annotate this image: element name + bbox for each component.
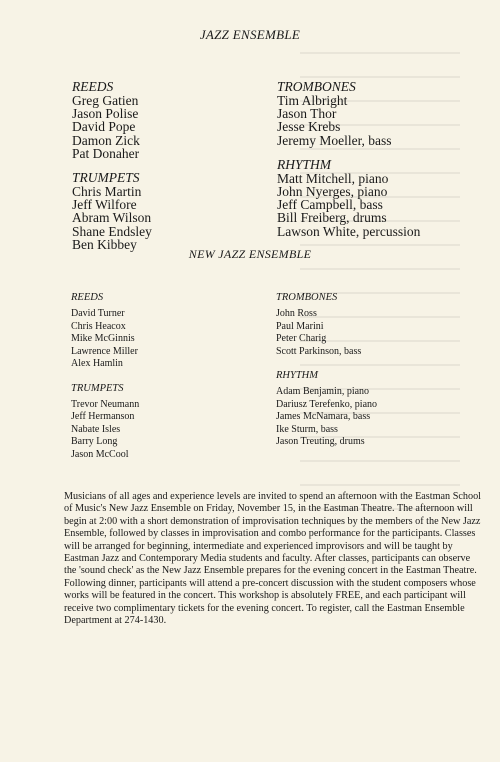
- member-name: Matt Mitchell, piano: [277, 170, 389, 186]
- member-name: Scott Parkinson, bass: [276, 345, 362, 357]
- member-name: Jason Polise: [72, 106, 139, 122]
- member-name: Pat Donaher: [72, 145, 140, 161]
- new-jazz-ensemble-left-column: [71, 292, 139, 461]
- member-name: Barry Long: [71, 436, 118, 447]
- section-heading: TROMBONES: [277, 79, 356, 94]
- member-name: Chris Martin: [72, 184, 142, 200]
- member-name: David Turner: [71, 308, 125, 319]
- jazz-ensemble-right-column: [277, 80, 420, 238]
- member-name: Alex Hamlin: [71, 358, 123, 369]
- member-name: Tim Albright: [277, 93, 348, 108]
- member-name: Damon Zick: [72, 132, 140, 148]
- member-name: John Nyerges, piano: [277, 184, 388, 200]
- section-heading: TRUMPETS: [71, 382, 124, 394]
- member-name: Jason Treuting, drums: [276, 436, 365, 447]
- jazz-ensemble-title: JAZZ ENSEMBLE: [199, 27, 301, 42]
- member-name: James McNamara, bass: [276, 411, 371, 422]
- member-name: Chris Heacox: [71, 320, 126, 332]
- workshop-announcement: Musicians of all ages and experience levels are invited to spend an afternoon with the Eastman School of Music's New Jazz Ensemble on Friday, November 15, in the Eastman Theatre. The afternoon will begin at 2:00 with a short demonstration of improvisation techniques by the members of the New Jazz Ensemble, followed by classes in improvisation and combo performance for the participants. Classes will be arranged for beginning, intermediate and experienced improvisors and will be taught by Eastman Jazz and Contemporary Media students and faculty. After classes, participants can observe the 'sound check' as the New Jazz Ensemble prepares for the evening concert in the Eastman Theatre. Following dinner, participants will attend a pre-concert discussion with the student composers whose works will be featured in the concert. This workshop is absolutely FREE, and each participant will receive two complimentary tickets for the evening concert. To register, call the Eastman Ensemble Department at 274-1430.: [64, 491, 481, 627]
- member-name: Trevor Neumann: [71, 398, 140, 410]
- section-heading: RHYTHM: [276, 370, 319, 381]
- member-name: Jesse Krebs: [277, 119, 341, 135]
- member-name: Jeff Campbell, bass: [277, 197, 383, 213]
- member-name: Bill Freiberg, drums: [277, 210, 387, 226]
- member-name: Jason Thor: [277, 106, 337, 122]
- section-heading: REEDS: [71, 292, 104, 303]
- member-name: Abram Wilson: [72, 210, 152, 226]
- section-heading: TRUMPETS: [72, 170, 140, 186]
- section-heading: RHYTHM: [277, 156, 332, 172]
- member-name: Peter Charig: [276, 333, 327, 344]
- member-name: Shane Endsley: [72, 223, 152, 239]
- member-name: Lawrence Miller: [71, 345, 138, 357]
- member-name: Nabate Isles: [71, 423, 121, 435]
- member-name: John Ross: [276, 308, 317, 319]
- member-name: Lawson White, percussion: [277, 223, 421, 239]
- member-name: Paul Marini: [276, 320, 324, 332]
- member-name: Adam Benjamin, piano: [276, 386, 370, 397]
- new-jazz-ensemble-title: NEW JAZZ ENSEMBLE: [188, 247, 312, 261]
- new-jazz-ensemble-right-column: [276, 292, 377, 449]
- member-name: Ben Kibbey: [72, 236, 137, 252]
- member-name: Jason McCool: [71, 448, 129, 460]
- section-heading: REEDS: [72, 79, 114, 94]
- member-name: Jeremy Moeller, bass: [277, 132, 392, 148]
- member-name: Dariusz Terefenko, piano: [276, 398, 378, 410]
- member-name: Jeff Hermanson: [71, 411, 135, 422]
- member-name: Greg Gatien: [72, 93, 139, 108]
- jazz-ensemble-left-column: [72, 80, 152, 251]
- member-name: Mike McGinnis: [71, 333, 135, 344]
- member-name: Ike Sturm, bass: [276, 423, 338, 435]
- section-heading: TROMBONES: [276, 292, 338, 303]
- member-name: Jeff Wilfore: [72, 197, 137, 213]
- member-name: David Pope: [72, 119, 136, 135]
